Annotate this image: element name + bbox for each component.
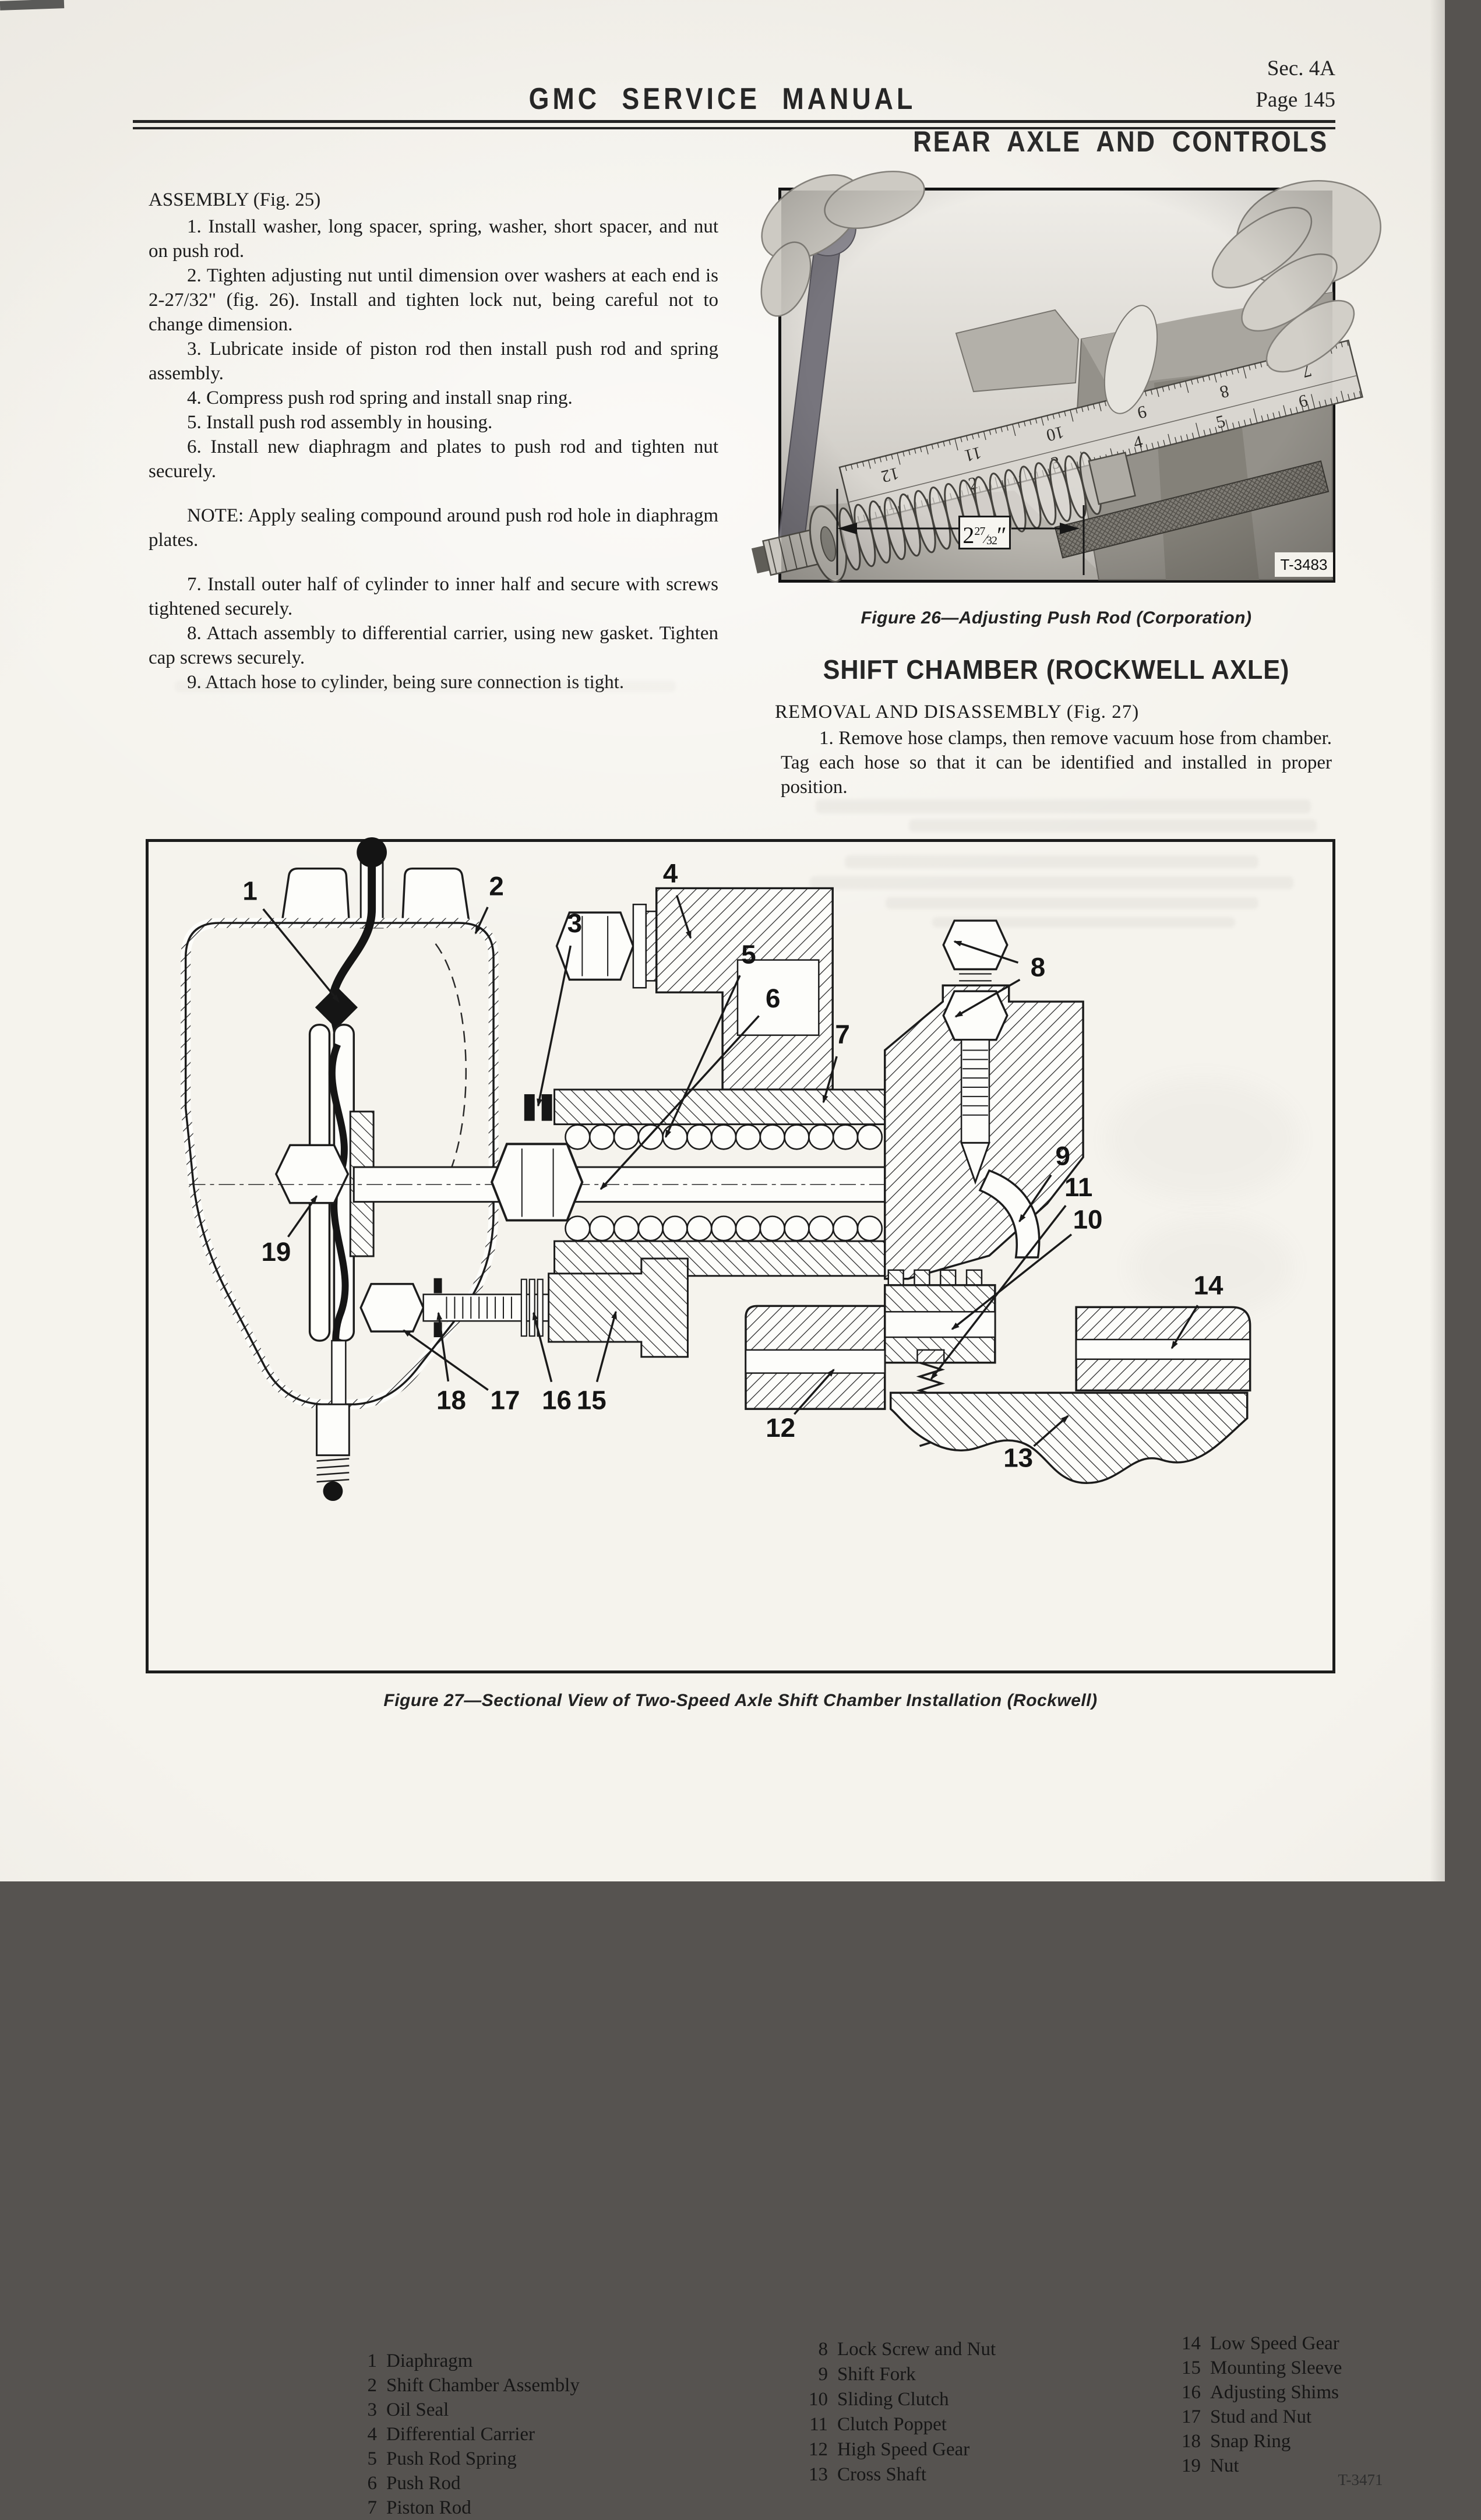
legend-column-2 — [764, 2337, 996, 2487]
callout-2 — [475, 872, 504, 933]
legend-item-number: 4 — [367, 2424, 377, 2445]
legend-item-2 — [323, 2373, 580, 2398]
photo-vignette — [781, 191, 1332, 580]
chamber-nut — [276, 1145, 348, 1203]
callout-number-11: 11 — [1064, 1172, 1093, 1202]
step-1: 1. Install washer, long spacer, spring, washer, short spacer, and nut on push rod. — [149, 216, 718, 262]
callout-number-13: 13 — [1003, 1443, 1034, 1473]
legend-item-number: 2 — [367, 2375, 377, 2396]
legend-item-9 — [764, 2362, 996, 2387]
dim-whole: 2 — [962, 522, 975, 548]
callout-number-7: 7 — [835, 1019, 850, 1049]
legend-item-number: 5 — [367, 2448, 377, 2469]
legend-item-label: Oil Seal — [386, 2399, 449, 2420]
callout-19 — [261, 1196, 316, 1267]
diaphragm-travel-dashed — [436, 944, 466, 1199]
legend-item-label: Push Rod — [386, 2473, 461, 2494]
figure27-caption: Figure 27—Sectional View of Two-Speed Axle Shift Chamber Installation (Rockwell) — [383, 1691, 1098, 1710]
scan-artifact — [0, 0, 64, 10]
hose-fitting — [315, 986, 358, 1028]
spring-coils-bottom — [565, 1216, 881, 1240]
legend-item-label: Clutch Poppet — [837, 2414, 947, 2435]
bottom-stub — [317, 1404, 350, 1455]
legend-item-label: Piston Rod — [386, 2497, 471, 2518]
high-speed-gear — [746, 1306, 885, 1409]
legend-item-label: Shift Fork — [837, 2364, 916, 2385]
dimension-label: $2^{27}⁄_{32}''$ — [958, 516, 1011, 549]
step-2: 2. Tighten adjusting nut until dimension over washers at each end is 2-27/32" (fig. 26). Install and tighten lock nut, being careful not to change dimension. — [149, 265, 718, 335]
legend-item-number: 19 — [1182, 2455, 1201, 2476]
dim-denominator: 32 — [986, 534, 997, 547]
callout-number-19: 19 — [261, 1237, 291, 1267]
stub-ball — [323, 1481, 343, 1501]
left-column — [149, 188, 718, 695]
callout-number-4: 4 — [662, 858, 678, 889]
legend-item-15 — [1136, 2356, 1342, 2380]
callout-number-8: 8 — [1030, 952, 1046, 982]
legend-item-number: 14 — [1182, 2333, 1201, 2354]
callout-number-6: 6 — [765, 984, 781, 1014]
legend-item-label: Nut — [1210, 2455, 1239, 2476]
legend-item-label: Shift Chamber Assembly — [386, 2375, 580, 2396]
legend-item-number: 7 — [367, 2497, 377, 2518]
callout-number-9: 9 — [1055, 1141, 1071, 1171]
callout-number-2: 2 — [489, 871, 504, 901]
legend-item-label: Sliding Clutch — [837, 2389, 949, 2410]
legend-item-8 — [764, 2337, 996, 2362]
legend-item-4 — [323, 2422, 580, 2447]
mounting-stud-group — [361, 1259, 687, 1357]
callout-number-10: 10 — [1073, 1204, 1103, 1235]
adjusting-shim — [521, 1280, 527, 1336]
callout-number-18: 18 — [436, 1385, 466, 1415]
right-column — [781, 726, 1332, 799]
legend-item-number: 17 — [1182, 2406, 1201, 2427]
callout-number-5: 5 — [741, 939, 756, 970]
snap-ring — [434, 1278, 442, 1294]
legend-item-label: Snap Ring — [1210, 2431, 1291, 2452]
legend-item-11 — [764, 2412, 996, 2437]
legend-item-number: 8 — [818, 2339, 828, 2360]
step-9: 9. Attach hose to cylinder, being sure connection is tight. — [187, 672, 625, 693]
legend-item-number: 11 — [809, 2414, 828, 2435]
adjusting-nut — [492, 1144, 582, 1220]
legend-item-number: 15 — [1182, 2357, 1201, 2378]
step-5: 5. Install push rod assembly in housing. — [187, 412, 493, 433]
legend-item-label: High Speed Gear — [837, 2439, 970, 2460]
legend-item-12 — [764, 2437, 996, 2462]
callout-number-1: 1 — [242, 876, 258, 906]
section-title: REAR AXLE AND CONTROLS — [913, 125, 1328, 158]
note-paragraph: NOTE: Apply sealing compound around push rod hole in diaphragm plates. — [149, 505, 718, 551]
legend-item-label: Low Speed Gear — [1210, 2333, 1339, 2354]
low-speed-gear — [1076, 1307, 1250, 1390]
bleed-text-line — [175, 681, 676, 692]
legend-item-number: 6 — [367, 2473, 377, 2494]
legend-item-5 — [323, 2447, 580, 2471]
callout-number-12: 12 — [766, 1413, 796, 1443]
legend-item-14 — [1136, 2331, 1342, 2356]
legend-item-10 — [764, 2387, 996, 2412]
oil-seal — [524, 1094, 552, 1121]
spring-coils-top — [565, 1125, 881, 1150]
callout-number-17: 17 — [490, 1385, 520, 1415]
stud-nut — [361, 1284, 423, 1331]
piston-rod-upper — [555, 1090, 885, 1125]
mounting-sleeve — [549, 1259, 688, 1357]
photo-code-tag: T-3483 — [1275, 552, 1333, 577]
stub-threads — [317, 1459, 350, 1482]
legend-item-3 — [323, 2398, 580, 2422]
legend-item-label: Stud and Nut — [1210, 2406, 1312, 2427]
lower-rod — [332, 1341, 345, 1404]
legend-item-number: 3 — [367, 2399, 377, 2420]
section-ref: Sec. 4A — [1267, 57, 1335, 80]
chamber-ear-right — [403, 869, 469, 923]
legend-item-number: 18 — [1182, 2431, 1201, 2452]
legend-item-label: Differential Carrier — [386, 2424, 535, 2445]
manual-title: GMC SERVICE MANUAL — [528, 82, 916, 116]
step-8: 8. Attach assembly to differential carrier, using new gasket. Tighten cap screws securely. — [149, 623, 718, 668]
header-rule-top — [133, 120, 1335, 123]
figure26-caption: Figure 26—Adjusting Push Rod (Corporation) — [861, 608, 1252, 628]
legend-item-13 — [764, 2462, 996, 2487]
removal-step-1: 1. Remove hose clamps, then remove vacuum hose from chamber. Tag each hose so that it can be identified and installed in proper position. — [781, 728, 1332, 798]
bleed-text-line — [909, 819, 1317, 832]
piston-rod-lower — [555, 1241, 885, 1276]
legend-item-7 — [323, 2496, 580, 2520]
dim-unit: ″ — [997, 522, 1007, 548]
drawing-code-tag: T-3471 — [1338, 2471, 1383, 2489]
legend-item-label: Cross Shaft — [837, 2464, 927, 2485]
callout-number-16: 16 — [542, 1385, 572, 1415]
shift-chamber-heading: SHIFT CHAMBER (ROCKWELL AXLE) — [823, 654, 1290, 685]
legend-item-number: 10 — [809, 2389, 828, 2410]
legend-item-number: 16 — [1182, 2382, 1201, 2403]
step-7: 7. Install outer half of cylinder to inner half and secure with screws tightened securely. — [149, 574, 718, 619]
legend-item-number: 9 — [818, 2364, 828, 2385]
chamber-ear-left — [282, 869, 349, 923]
legend-item-label: Lock Screw and Nut — [837, 2339, 996, 2360]
legend-item-label: Adjusting Shims — [1210, 2382, 1339, 2403]
legend-item-18 — [1136, 2429, 1342, 2454]
step-4: 4. Compress push rod spring and install snap ring. — [187, 387, 573, 408]
dim-numerator: 27 — [974, 525, 985, 538]
figure26-photo — [778, 188, 1335, 583]
step-3: 3. Lubricate inside of piston rod then install push rod and spring assembly. — [149, 339, 718, 384]
callout-number-14: 14 — [1193, 1270, 1223, 1300]
callout-number-15: 15 — [576, 1385, 606, 1415]
figure26-photo-art — [781, 191, 1332, 580]
callout-arrow-3 — [538, 946, 571, 1106]
legend-item-6 — [323, 2471, 580, 2496]
legend-item-label: Mounting Sleeve — [1210, 2357, 1342, 2378]
legend-item-label: Push Rod Spring — [386, 2448, 517, 2469]
legend-item-1 — [323, 2349, 580, 2373]
adjusting-shim — [530, 1280, 535, 1336]
legend-column-3 — [1136, 2331, 1342, 2478]
legend-item-17 — [1136, 2405, 1342, 2429]
callout-number-3: 3 — [567, 908, 583, 939]
legend-column-1 — [323, 2349, 580, 2520]
legend-item-number: 1 — [367, 2350, 377, 2371]
legend-item-label: Diaphragm — [386, 2350, 473, 2371]
legend-item-number: 13 — [809, 2464, 828, 2485]
page-edge-shadow — [1430, 0, 1445, 1881]
removal-heading: REMOVAL AND DISASSEMBLY (Fig. 27) — [775, 702, 1140, 722]
legend-item-16 — [1136, 2380, 1342, 2405]
step-6: 6. Install new diaphragm and plates to push rod and tighten nut securely. — [149, 436, 718, 482]
cross-shaft — [891, 1393, 1247, 1483]
legend-item-number: 12 — [809, 2439, 828, 2460]
figure27-diagram — [149, 842, 1332, 1670]
page-ref: Page 145 — [1256, 88, 1335, 112]
bleed-text-line — [816, 799, 1311, 813]
assembly-heading: ASSEMBLY (Fig. 25) — [149, 189, 321, 210]
